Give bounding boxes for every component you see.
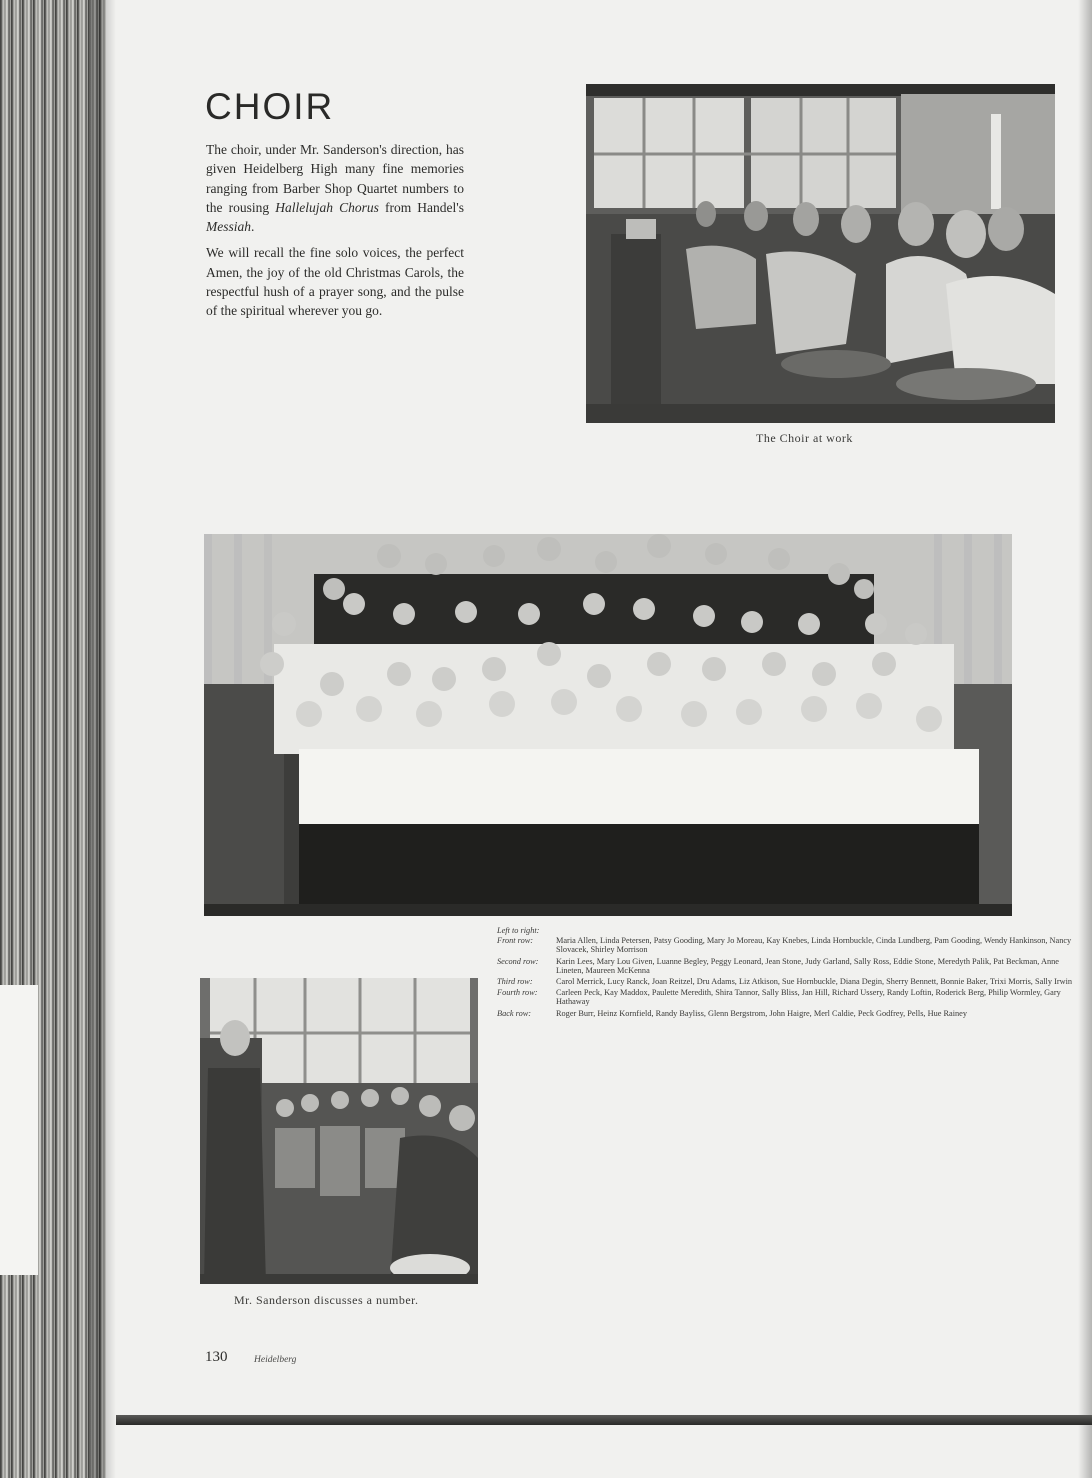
row-names: Maria Allen, Linda Petersen, Patsy Gooding, Mary Jo Moreau, Kay Knebes, Linda Hornbuckle, Cinda Lundberg, Pam Gooding, Wendy Hankinson, Nancy Slovacek, Shirley Morrison bbox=[556, 936, 1072, 955]
row-names: Karin Lees, Mary Lou Given, Luanne Begley, Peggy Leonard, Jean Stone, Judy Garland, Sally Ross, Eddie Stone, Meredyth Palik, Pat Beckman, Anne Lineten, Maureen McKenna bbox=[556, 956, 1059, 975]
intro-text bbox=[206, 140, 464, 328]
page-edge-shadow bbox=[1078, 0, 1092, 1478]
choir-group-photo bbox=[204, 534, 1012, 916]
identification-heading: Left to right: bbox=[497, 926, 540, 935]
page-number: 130 bbox=[205, 1349, 228, 1365]
running-footer: Heidelberg bbox=[254, 1355, 297, 1365]
intro-paragraph-2: We will recall the fine solo voices, the perfect Amen, the joy of the old Christmas Carols, the respectful hush of a prayer song, and the pulse of the spiritual wherever you go. bbox=[206, 245, 464, 319]
choir-rehearsal-caption: The Choir at work bbox=[756, 431, 853, 445]
fourth-row-names bbox=[497, 988, 1081, 1006]
second-row-names bbox=[497, 957, 1081, 975]
gutter-shadow bbox=[90, 0, 116, 1478]
row-label: Front row: bbox=[497, 936, 534, 946]
page-bottom-edge bbox=[116, 1415, 1092, 1425]
back-row-names bbox=[497, 1009, 1081, 1018]
third-row-names bbox=[497, 977, 1081, 986]
row-label: Third row: bbox=[497, 977, 533, 987]
director-discussion-photo bbox=[200, 978, 478, 1284]
choir-rehearsal-photo bbox=[586, 84, 1055, 423]
front-row-names bbox=[497, 936, 1081, 954]
director-discussion-caption: Mr. Sanderson discusses a number. bbox=[234, 1293, 419, 1307]
row-label: Back row: bbox=[497, 1008, 532, 1018]
intro-paragraph-1: The choir, under Mr. Sanderson's direction, has given Heidelberg High many fine memories ranging from Barber Shop Quartet numbers to the rousing Hallelujah Chorus from Handel's Messiah. bbox=[206, 142, 464, 235]
row-names: Roger Burr, Heinz Kornfield, Randy Bayliss, Glenn Bergstrom, John Haigre, Merl Caldie, Peck Godfrey, Pells, Hue Rainey bbox=[556, 1008, 967, 1018]
row-label: Second row: bbox=[497, 956, 539, 966]
row-names: Carleen Peck, Kay Maddox, Paulette Meredith, Shira Tannor, Sally Bliss, Jan Hill, Richard Ussery, Randy Loftin, Roderick Berg, Philip Wormley, Gary Hathaway bbox=[556, 988, 1061, 1007]
binding-page-edge bbox=[0, 985, 38, 1275]
row-label: Fourth row: bbox=[497, 988, 538, 998]
choir-member-identification bbox=[497, 926, 1081, 1020]
page-title: CHOIR bbox=[205, 86, 335, 127]
row-names: Carol Merrick, Lucy Ranck, Joan Reitzel, Dru Adams, Liz Atkison, Sue Hornbuckle, Diana Degin, Sherry Bennett, Bonnie Baker, Trixi Morris, Sally Irwin bbox=[556, 977, 1073, 987]
